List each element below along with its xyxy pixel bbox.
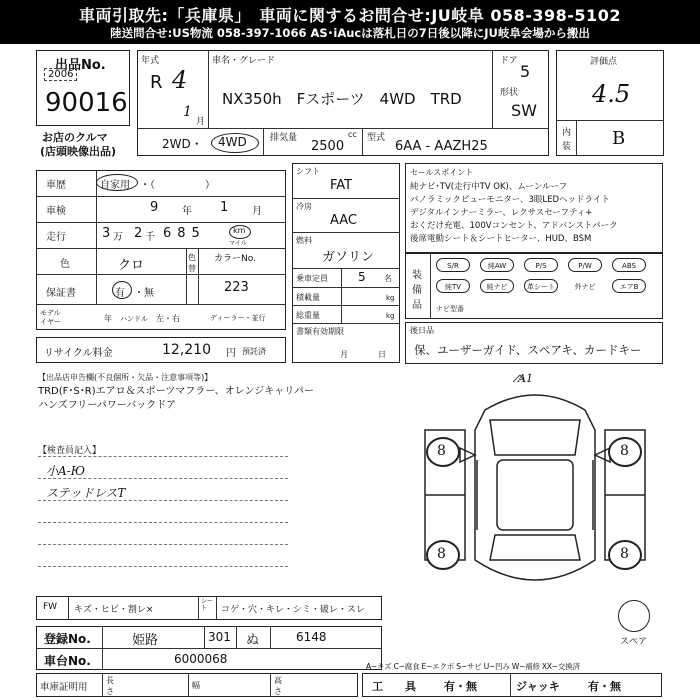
exhibitor-line-2: ハンズフリーパワーバックドア [38, 400, 176, 411]
load-label: 積載量 [296, 293, 320, 302]
doors-label: ドア [500, 56, 518, 66]
equip-airbag: エアB [612, 279, 646, 293]
year-month-unit: 月 [196, 117, 206, 127]
sales-point-line-3: デジタルインナーミラー、レクサスセーフティ+ [410, 208, 593, 218]
mileage-label: 走行 [46, 232, 66, 243]
fw-mid: シート [201, 598, 214, 612]
inspector-note-2: ステッドレスT [46, 486, 126, 500]
cert-label: 車庫証明用 [40, 682, 88, 693]
sales-point-line-2: パノラミックビューモニター、3眼LEDヘッドライト [410, 195, 610, 205]
year-label: 年式 [141, 56, 160, 66]
warranty-rest: ・無 [134, 288, 154, 299]
displacement-value: 2500 [311, 139, 345, 154]
fw-items2: コゲ・穴・キレ・シミ・破レ・スレ [221, 605, 365, 615]
capacity-unit: 名 [384, 274, 392, 283]
equip-tv: 純TV [436, 279, 470, 293]
mileage-man: 3 [102, 226, 111, 241]
capacity-value: 5 [358, 270, 366, 284]
color-code-label: カラーNo. [214, 254, 256, 264]
model-year-label-2: イヤー [40, 318, 61, 326]
equip-abs: ABS [612, 258, 646, 272]
mileage-sen: 2 [134, 226, 143, 241]
doors-value: 5 [520, 62, 531, 81]
equipment-label-3: 品 [412, 300, 422, 311]
store-note-1: お店のクルマ [42, 131, 108, 144]
history-rest: ・（ ） [140, 180, 215, 191]
warranty-label: 保証書 [46, 288, 76, 299]
model-label: 車名・グレード [212, 56, 276, 66]
registration-code: 6148 [296, 630, 327, 644]
tire-rear-right: 8 [620, 546, 629, 562]
score-label: 評価点 [590, 57, 618, 67]
spare-label: スペア [620, 637, 648, 647]
shift-label: シフト [296, 167, 320, 176]
damage-legend: A−キズ C−腐食 E−エクボ S−サビ U−凹み W−補修 XX−交換済 [366, 662, 580, 671]
cert-height-1: 高 [274, 676, 282, 685]
cert-length-2: さ [106, 687, 114, 696]
total-weight-unit: kg [386, 312, 395, 320]
mileage-km: km [233, 226, 246, 235]
fw-items: キズ・ヒビ・割レ× [74, 605, 154, 615]
handle-label: ハンドル [120, 315, 148, 323]
ac-value: AAC [330, 213, 357, 228]
load-unit: kg [386, 294, 395, 302]
interior-value: B [612, 128, 626, 149]
ac-label: 冷房 [296, 202, 312, 211]
cert-height-2: さ [274, 687, 282, 696]
store-note-2: (店頭映像出品) [40, 145, 117, 158]
inspection-month-unit: 月 [252, 206, 262, 217]
registration-num: 301 [208, 630, 231, 644]
registration-kana: ぬ [246, 633, 260, 648]
warranty-selected: 有 [115, 288, 125, 299]
lot-label: 出品No. [55, 58, 106, 73]
chassis-value: 6000068 [174, 652, 228, 666]
color-value: クロ [118, 258, 145, 273]
drive-options: 2WD・ [162, 137, 203, 151]
year-value: 4 [172, 66, 188, 94]
inspection-year: 9 [150, 200, 159, 215]
spare-tire-circle [618, 600, 650, 632]
mileage-sen-unit: 千 [145, 232, 155, 243]
color-label: 色 [60, 259, 70, 270]
car-damage-diagram [405, 370, 665, 600]
recycle-label: リサイクル料金 [44, 348, 113, 359]
shift-value: FAT [330, 178, 353, 193]
inspector-label: 【検査員記入】 [38, 446, 102, 456]
type-label: 型式 [367, 133, 386, 143]
mileage-mile: マイル [229, 240, 247, 247]
score-value: 4.5 [592, 80, 631, 108]
history-label: 車歴 [46, 180, 66, 191]
model-year-unit: 年 [104, 314, 112, 323]
color-change-2: 替 [188, 264, 196, 273]
details-box [36, 170, 286, 330]
registration-city: 姫路 [132, 633, 159, 648]
equip-leather: 革シート [524, 279, 558, 293]
shape-label: 形状 [500, 88, 519, 98]
equip-navi: 純ナビ [480, 279, 514, 293]
inspector-note-1: 小A-Ю [46, 464, 86, 478]
interior-label-2: 装 [562, 142, 572, 152]
docs-month: 月 [340, 350, 348, 359]
exhibitor-label: 【出品店申告欄(不良個所・欠品・注意事項等)】 [38, 373, 213, 382]
registration-label: 登録No. [44, 632, 91, 646]
drive-selected: 4WD [218, 135, 247, 149]
after-items-value: 保、ユーザーガイド、スペアキ、カードキー [414, 343, 642, 357]
tire-front-left: 8 [437, 443, 446, 459]
capacity-label: 乗車定員 [296, 274, 328, 283]
sales-point-line-1: 純ナビ･TV(走行中TV OK)、ムーンルーフ [410, 182, 568, 192]
equip-ps: P/S [524, 258, 558, 272]
inspection-year-unit: 年 [182, 206, 192, 217]
equipment-label-1: 装 [412, 270, 422, 281]
jack-label: ジャッキ [516, 680, 560, 693]
displacement-label: 排気量 [270, 133, 298, 143]
exhibitor-line-1: TRD(F･S･R)エアロ＆スポーツマフラー、オレンジキャリパー [38, 386, 315, 397]
mileage-man-unit: 万 [113, 232, 123, 243]
recycle-value: 12,210 [162, 342, 211, 358]
cert-width: 幅 [192, 681, 200, 690]
tools-label: 工 具 [372, 680, 416, 693]
diagram-top-note: A1 [518, 372, 533, 385]
chassis-label: 車台No. [44, 654, 91, 668]
shape-value: SW [511, 101, 537, 120]
year-month: 1 [183, 104, 192, 120]
displacement-unit: cc [348, 130, 357, 139]
mileage-rest: 685 [163, 226, 206, 241]
equip-ext-navi: 外ナビ [574, 283, 596, 291]
color-change-1: 色 [188, 253, 196, 262]
inspection-month: 1 [220, 200, 229, 215]
color-code: 223 [224, 280, 249, 295]
tire-front-right: 8 [620, 443, 629, 459]
header-line-2: 陸送問合せ:US物流 058-397-1066 AS･iAucは落札日の7日後以降にJU岐阜会場から搬出 [110, 26, 590, 40]
equip-sr: S/R [436, 258, 470, 272]
total-weight-label: 総重量 [296, 311, 320, 320]
model-value: NX350h Fスポーツ 4WD TRD [222, 90, 462, 108]
cert-length-1: 長 [106, 676, 114, 685]
model-year-label-1: モデル [40, 309, 61, 317]
after-items-label: 後日品 [410, 326, 434, 335]
header-bar [0, 0, 700, 44]
header-line-1: 車両引取先:「兵庫県」 車両に関するお問合せ:JU岐阜 058-398-5102 [79, 6, 621, 25]
sales-point-line-4: おくだけ充電、100Vコンセント、アドバンストパーク [410, 221, 618, 231]
navi-model-label: ナビ型番 [436, 305, 464, 313]
recycle-unit: 円 [226, 348, 236, 359]
recycle-note: 預託済 [242, 347, 266, 356]
equipment-label-2: 備 [412, 285, 422, 296]
history-selected: 自家用 [100, 180, 130, 191]
tools-value: 有・無 [444, 680, 477, 693]
interior-label-1: 内 [562, 128, 572, 138]
sales-points-label: セールスポイント [410, 168, 474, 177]
inspection-label: 車検 [46, 206, 66, 217]
lot-number: 90016 [45, 88, 128, 118]
dealer-label: ディーラー・並行 [210, 314, 266, 322]
docs-label: 書類有効期限 [296, 327, 344, 336]
year-era: R [150, 72, 163, 93]
equip-pw: P/W [568, 258, 602, 272]
equip-aw: 純AW [480, 258, 514, 272]
fuel-label: 燃料 [296, 236, 312, 245]
tire-rear-left: 8 [437, 546, 446, 562]
jack-value: 有・無 [588, 680, 621, 693]
handle-value: 左・右 [156, 314, 180, 323]
sales-point-line-5: 後席電動シート＆シートヒーター、HUD、BSM [410, 234, 592, 244]
fw-label: FW [43, 602, 58, 612]
fuel-value: ガソリン [322, 250, 375, 265]
type-value: 6AA - AAZH25 [395, 139, 488, 154]
lot-year-tag: 2006 [44, 68, 77, 81]
docs-day: 日 [378, 350, 386, 359]
